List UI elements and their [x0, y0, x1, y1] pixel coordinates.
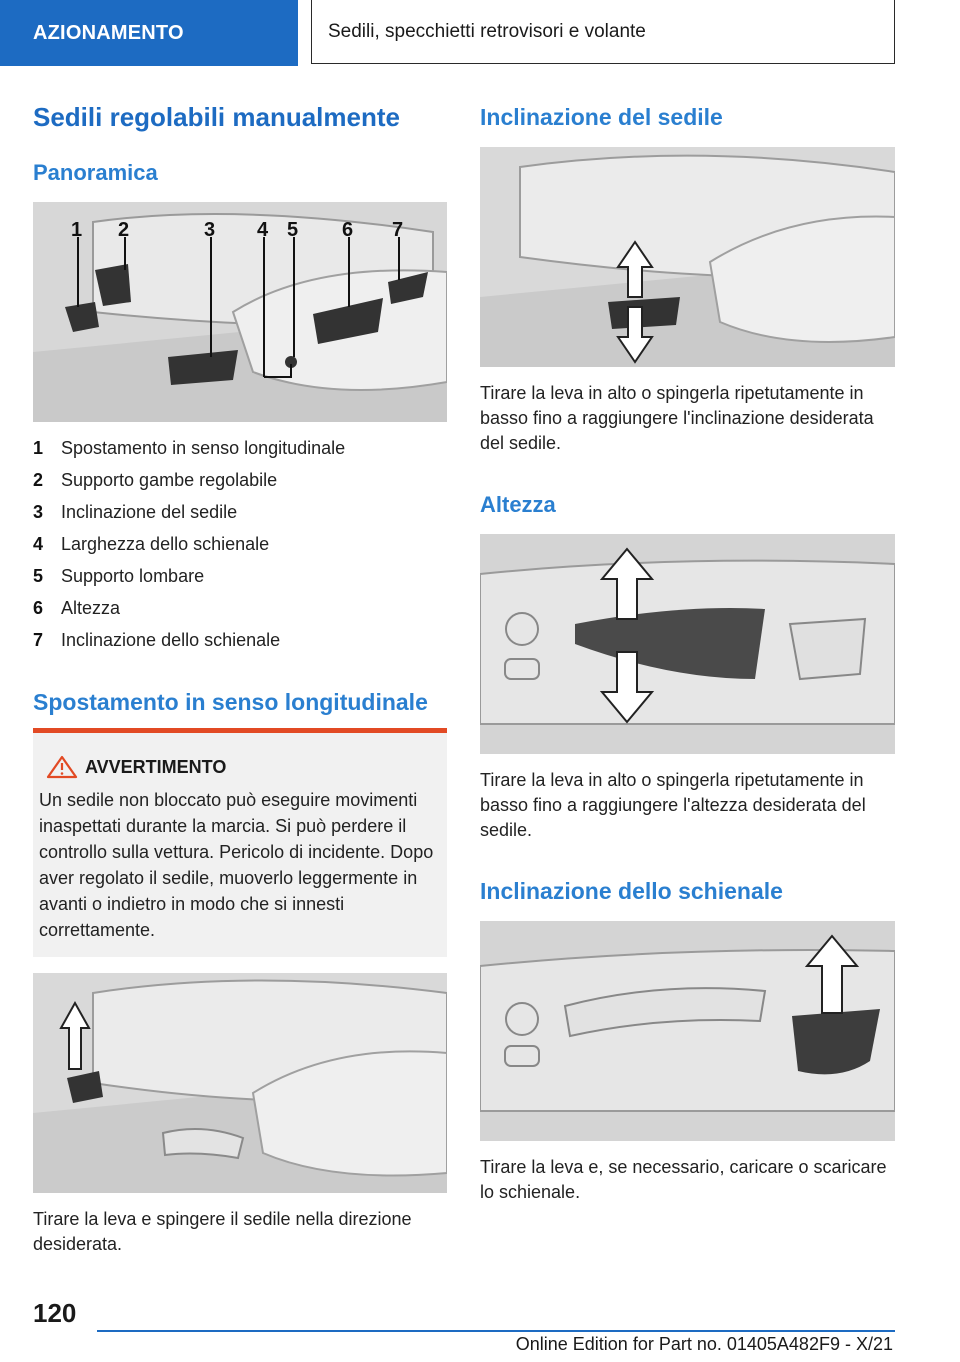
longitudinal-heading: Spostamento in senso longitudinale — [33, 689, 428, 715]
callout-5: 5 — [287, 219, 299, 241]
page-number: 120 — [33, 1298, 77, 1328]
edition-footer: Online Edition for Part no. 01405A482F9 - X/21 — [515, 1334, 893, 1354]
height-image — [480, 534, 895, 754]
legend-item: 6 Altezza — [33, 597, 121, 618]
callout-6: 6 — [342, 219, 354, 241]
tilt-heading: Inclinazione del sedile — [480, 104, 723, 130]
backrest-heading: Inclinazione dello schienale — [480, 878, 783, 904]
callout-4: 4 — [257, 219, 269, 241]
tilt-text: Tirare la leva in alto o spingerla ripetutamente in basso fino a raggiungere l'inclinazione desiderata del sedile. — [480, 383, 874, 453]
chapter-title: Sedili, specchietti retrovisori e volante — [311, 0, 895, 64]
warning-text: Un sedile non bloccato può eseguire movimenti inaspettati durante la marcia. Si può perdere il controllo sulla vettura. Pericolo di incidente. Dopo aver regolato il sedile, muoverlo leggermente in avanti o indietro in modo che si innesti correttamente. — [39, 790, 434, 940]
callout-3: 3 — [204, 219, 216, 241]
callout-7: 7 — [392, 219, 404, 241]
section-tab[interactable]: AZIONAMENTO — [0, 0, 298, 66]
warning-box — [33, 728, 447, 957]
legend-item: 5 Supporto lombare — [33, 565, 205, 586]
overview-legend — [33, 432, 447, 656]
tilt-image — [480, 147, 895, 367]
height-text: Tirare la leva in alto o spingerla ripetutamente in basso fino a raggiungere l'altezza desiderata del sedile. — [480, 770, 866, 840]
legend-item: 1 Spostamento in senso longitudinale — [33, 437, 346, 458]
seat-overview-image — [33, 202, 447, 422]
longitudinal-text: Tirare la leva e spingere il sedile nella direzione desiderata. — [33, 1209, 412, 1254]
legend-item: 7 Inclinazione dello schienale — [33, 629, 281, 650]
backrest-image — [480, 921, 895, 1141]
backrest-text: Tirare la leva e, se necessario, caricare o scaricare lo schienale. — [480, 1157, 887, 1202]
warning-triangle-icon — [45, 755, 79, 779]
warning-title: AVVERTIMENTO — [85, 756, 227, 777]
callout-1: 1 — [71, 219, 83, 241]
longitudinal-image — [33, 973, 447, 1193]
callout-2: 2 — [118, 219, 130, 241]
legend-item: 4 Larghezza dello schienale — [33, 533, 270, 554]
footer-divider — [97, 1330, 895, 1332]
legend-item: 3 Inclinazione del sedile — [33, 501, 238, 522]
height-heading: Altezza — [480, 492, 556, 517]
page-title: Sedili regolabili manualmente — [33, 102, 400, 132]
overview-heading: Panoramica — [33, 160, 158, 185]
legend-item: 2 Supporto gambe regolabile — [33, 469, 278, 490]
